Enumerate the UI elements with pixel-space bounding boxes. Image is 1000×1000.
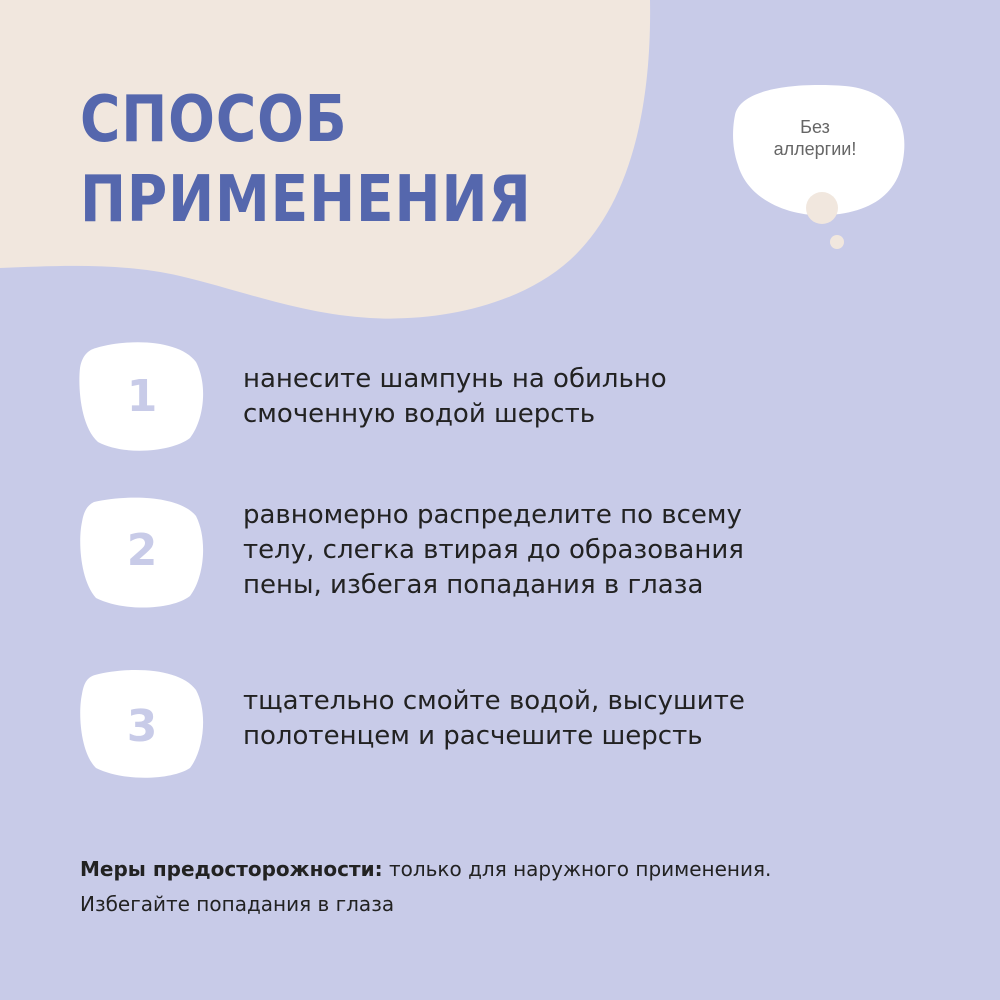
step-3-line-1: тщательно смойте водой, высушите bbox=[243, 686, 745, 716]
precautions-label: Меры предосторожности: bbox=[80, 857, 383, 881]
step-2-line-2: телу, слегка втирая до образования bbox=[243, 535, 744, 565]
step-3-number: 3 bbox=[126, 700, 158, 752]
bubble-dot-small bbox=[830, 235, 844, 249]
precautions-note bbox=[80, 852, 960, 922]
step-3-line-2: полотенцем и расчешите шерсть bbox=[243, 721, 703, 751]
bubble-dot-large bbox=[806, 192, 838, 224]
step-2-text bbox=[243, 498, 883, 603]
allergy-badge-text bbox=[740, 116, 890, 160]
step-2-line-1: равномерно распределите по всему bbox=[243, 500, 742, 530]
step-2-line-3: пены, избегая попадания в глаза bbox=[243, 570, 704, 600]
step-1-number: 1 bbox=[126, 370, 158, 422]
allergy-badge-line-1: Без bbox=[800, 117, 830, 137]
step-1-line-1: нанесите шампунь на обильно bbox=[243, 364, 667, 394]
step-2-number: 2 bbox=[126, 524, 158, 576]
step-1-line-2: смоченную водой шерсть bbox=[243, 399, 596, 429]
title-line-1: СПОСОБ bbox=[80, 83, 348, 157]
precautions-text: только для наружного применения. bbox=[388, 857, 772, 881]
precautions-line-2: Избегайте попадания в глаза bbox=[80, 892, 395, 916]
step-1-text bbox=[243, 362, 883, 432]
allergy-badge-line-2: аллергии! bbox=[773, 139, 857, 159]
precautions-line-1 bbox=[80, 852, 960, 887]
step-3-text bbox=[243, 684, 883, 754]
page-title bbox=[80, 80, 532, 240]
title-line-2: ПРИМЕНЕНИЯ bbox=[80, 163, 532, 237]
